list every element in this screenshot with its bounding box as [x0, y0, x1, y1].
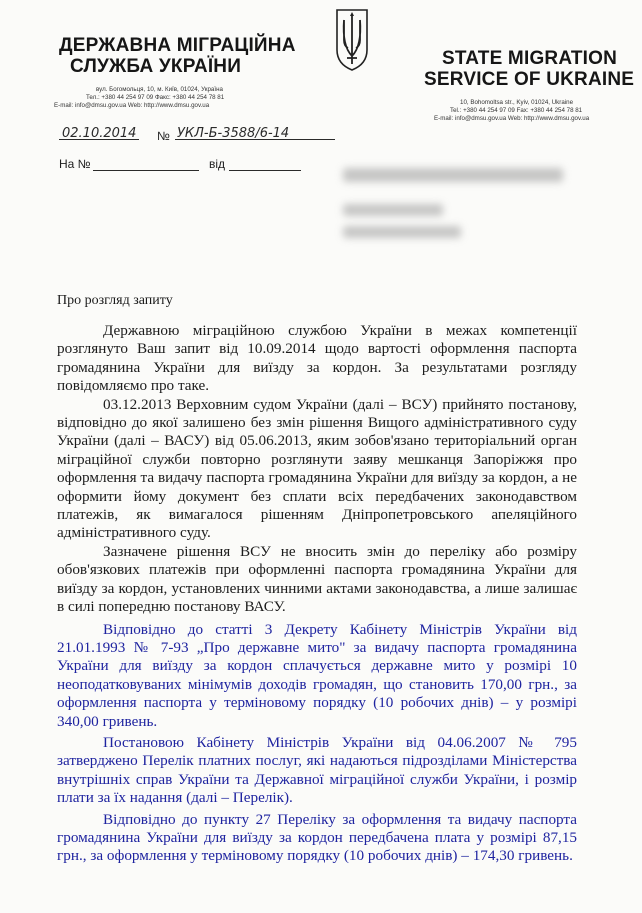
org-title-ua-line: ДЕРЖАВНА МІГРАЦІЙНА: [59, 35, 296, 56]
paragraph-line: 340,00 гривень.: [57, 712, 158, 730]
paragraph-line: Відповідно до статті 3 Декрету Кабінету Міністрів України: [103, 620, 546, 638]
org-address-ua: [54, 86, 225, 110]
body-paragraph: [57, 621, 577, 731]
body-paragraph: [57, 322, 577, 396]
org-address-line: Тел.: +380 44 254 97 09 Факс: +380 44 254 78 81: [86, 94, 225, 101]
paragraph-line: України, і розмір плати за їх надання (далі – Перелік).: [57, 770, 578, 807]
org-title-en: [424, 48, 635, 90]
paragraph-line: від 21.01.1993 № 7-93 „Про державне мито" за видачу паспорта громадянина: [57, 620, 578, 656]
paragraph-line: затверджено Перелік платних послуг, які надаються підрозділами: [57, 752, 488, 770]
paragraph-line: оформлення паспорта у терміновому порядку (10 робочих днів) – у розмірі: [57, 694, 577, 712]
org-address-line: E-mail: info@dmsu.gov.ua Web: http://www.dmsu.gov.ua: [434, 115, 590, 122]
org-address-line: Tel.: +380 44 254 97 09 Fax: +380 44 254 78 81: [450, 107, 583, 114]
paragraph-line: передбачених законодавством платежів, як вимагалося рішенням: [57, 487, 578, 524]
org-title-ua: [59, 35, 296, 77]
paragraph-line: Зазначене рішення ВСУ не вносить змін до переліку або розміру: [103, 542, 577, 560]
paragraph-line: заяву мешканця Запоріжжя про оформлення та видачу паспорта громадянина: [57, 450, 578, 487]
letter-date: 02.10.2014: [62, 126, 137, 141]
body-paragraph: [57, 396, 577, 543]
paragraph-line: громадянина України для виїзду за кордон. За результатами розгляду: [57, 358, 577, 376]
paragraph-line: розглянуто Ваш запит від 10.09.2014 щодо вартості оформлення паспорта: [57, 340, 577, 358]
paragraph-line: 174,30 гривень.: [472, 847, 573, 865]
paragraph-line: 03.12.2013 Верховним судом України (далі – ВСУ) прийнято: [103, 395, 504, 413]
number-label: №: [157, 129, 170, 143]
paragraph-line: Постановою Кабінету Міністрів України від 04.06.2007 № 795: [103, 733, 577, 751]
paragraph-line: адміністративного суду України (далі – ВАСУ) від 05.06.2013, яким: [57, 414, 577, 450]
paragraph-line: Державною міграційною службою України в межах компетенції: [103, 322, 577, 339]
paragraph-line: неоподатковуваних мінімумів доходів громадян, що становить 170,00 грн., за: [57, 675, 577, 693]
in-reply-label: На №: [59, 157, 91, 171]
paragraph-line: громадянина України для виїзду за кордон передбачена плата у розмірі: [57, 828, 537, 846]
org-title-en-line: SERVICE OF UKRAINE: [424, 69, 635, 90]
org-address-en: [434, 99, 590, 123]
paragraph-line: для виїзду за кордон, установлених чинними актами законодавства, а лише: [57, 561, 578, 597]
from-label: від: [209, 157, 226, 171]
paragraph-line: зобов'язано територіальний орган міграційної служби повторно розглянути: [57, 432, 578, 468]
paragraph-line: постанову, відповідно до якої залишено без змін рішення Вищого: [57, 395, 578, 432]
paragraph-line: України для виїзду за кордон, а не оформити йому документ без сплати всіх: [57, 469, 577, 505]
org-address-line: E-mail: info@dmsu.gov.ua Web: http://www.dmsu.gov.ua: [54, 102, 210, 109]
body-paragraph: [57, 734, 577, 808]
paragraph-line: 87,15 грн., за оформлення у терміновому порядку (10 робочих днів) –: [57, 828, 578, 865]
paragraph-line: залишає в силі попередню постанову ВАСУ.: [57, 579, 578, 616]
body-paragraph: [57, 543, 577, 617]
paragraph-line: Відповідно до пункту 27 Переліку за оформлення та видачу паспорта: [103, 810, 577, 828]
letter-subject: Про розгляд запиту: [57, 293, 173, 308]
paragraph-line: України для виїзду за кордон сплачується державне мито у розмірі 10: [57, 657, 577, 675]
org-address-line: вул. Богомольця, 10, м. Київ, 01024, Україна: [96, 86, 223, 93]
outgoing-reference: [59, 126, 349, 146]
org-title-en-line: STATE MIGRATION: [442, 48, 618, 69]
letter-body: [57, 322, 577, 866]
org-title-ua-line: СЛУЖБА УКРАЇНИ: [70, 56, 242, 77]
letter-number: УКЛ-Б-3588/6-14: [177, 126, 290, 141]
paragraph-line: Дніпропетровського апеляційного адміністративного суду.: [57, 506, 578, 542]
org-address-line: 10, Bohomoltsa str., Kyiv, 01024, Ukraine: [460, 99, 574, 106]
coat-of-arms-icon: [333, 6, 371, 72]
paragraph-line: Міністерства внутрішніх справ України та Державної міграційної служби: [57, 752, 577, 788]
paragraph-line: обов'язкових платежів при оформленні паспорта громадянина України: [57, 561, 546, 579]
in-reply-reference: [59, 157, 309, 175]
body-paragraph: [57, 811, 577, 866]
paragraph-line: повідомляємо про таке.: [57, 377, 210, 395]
